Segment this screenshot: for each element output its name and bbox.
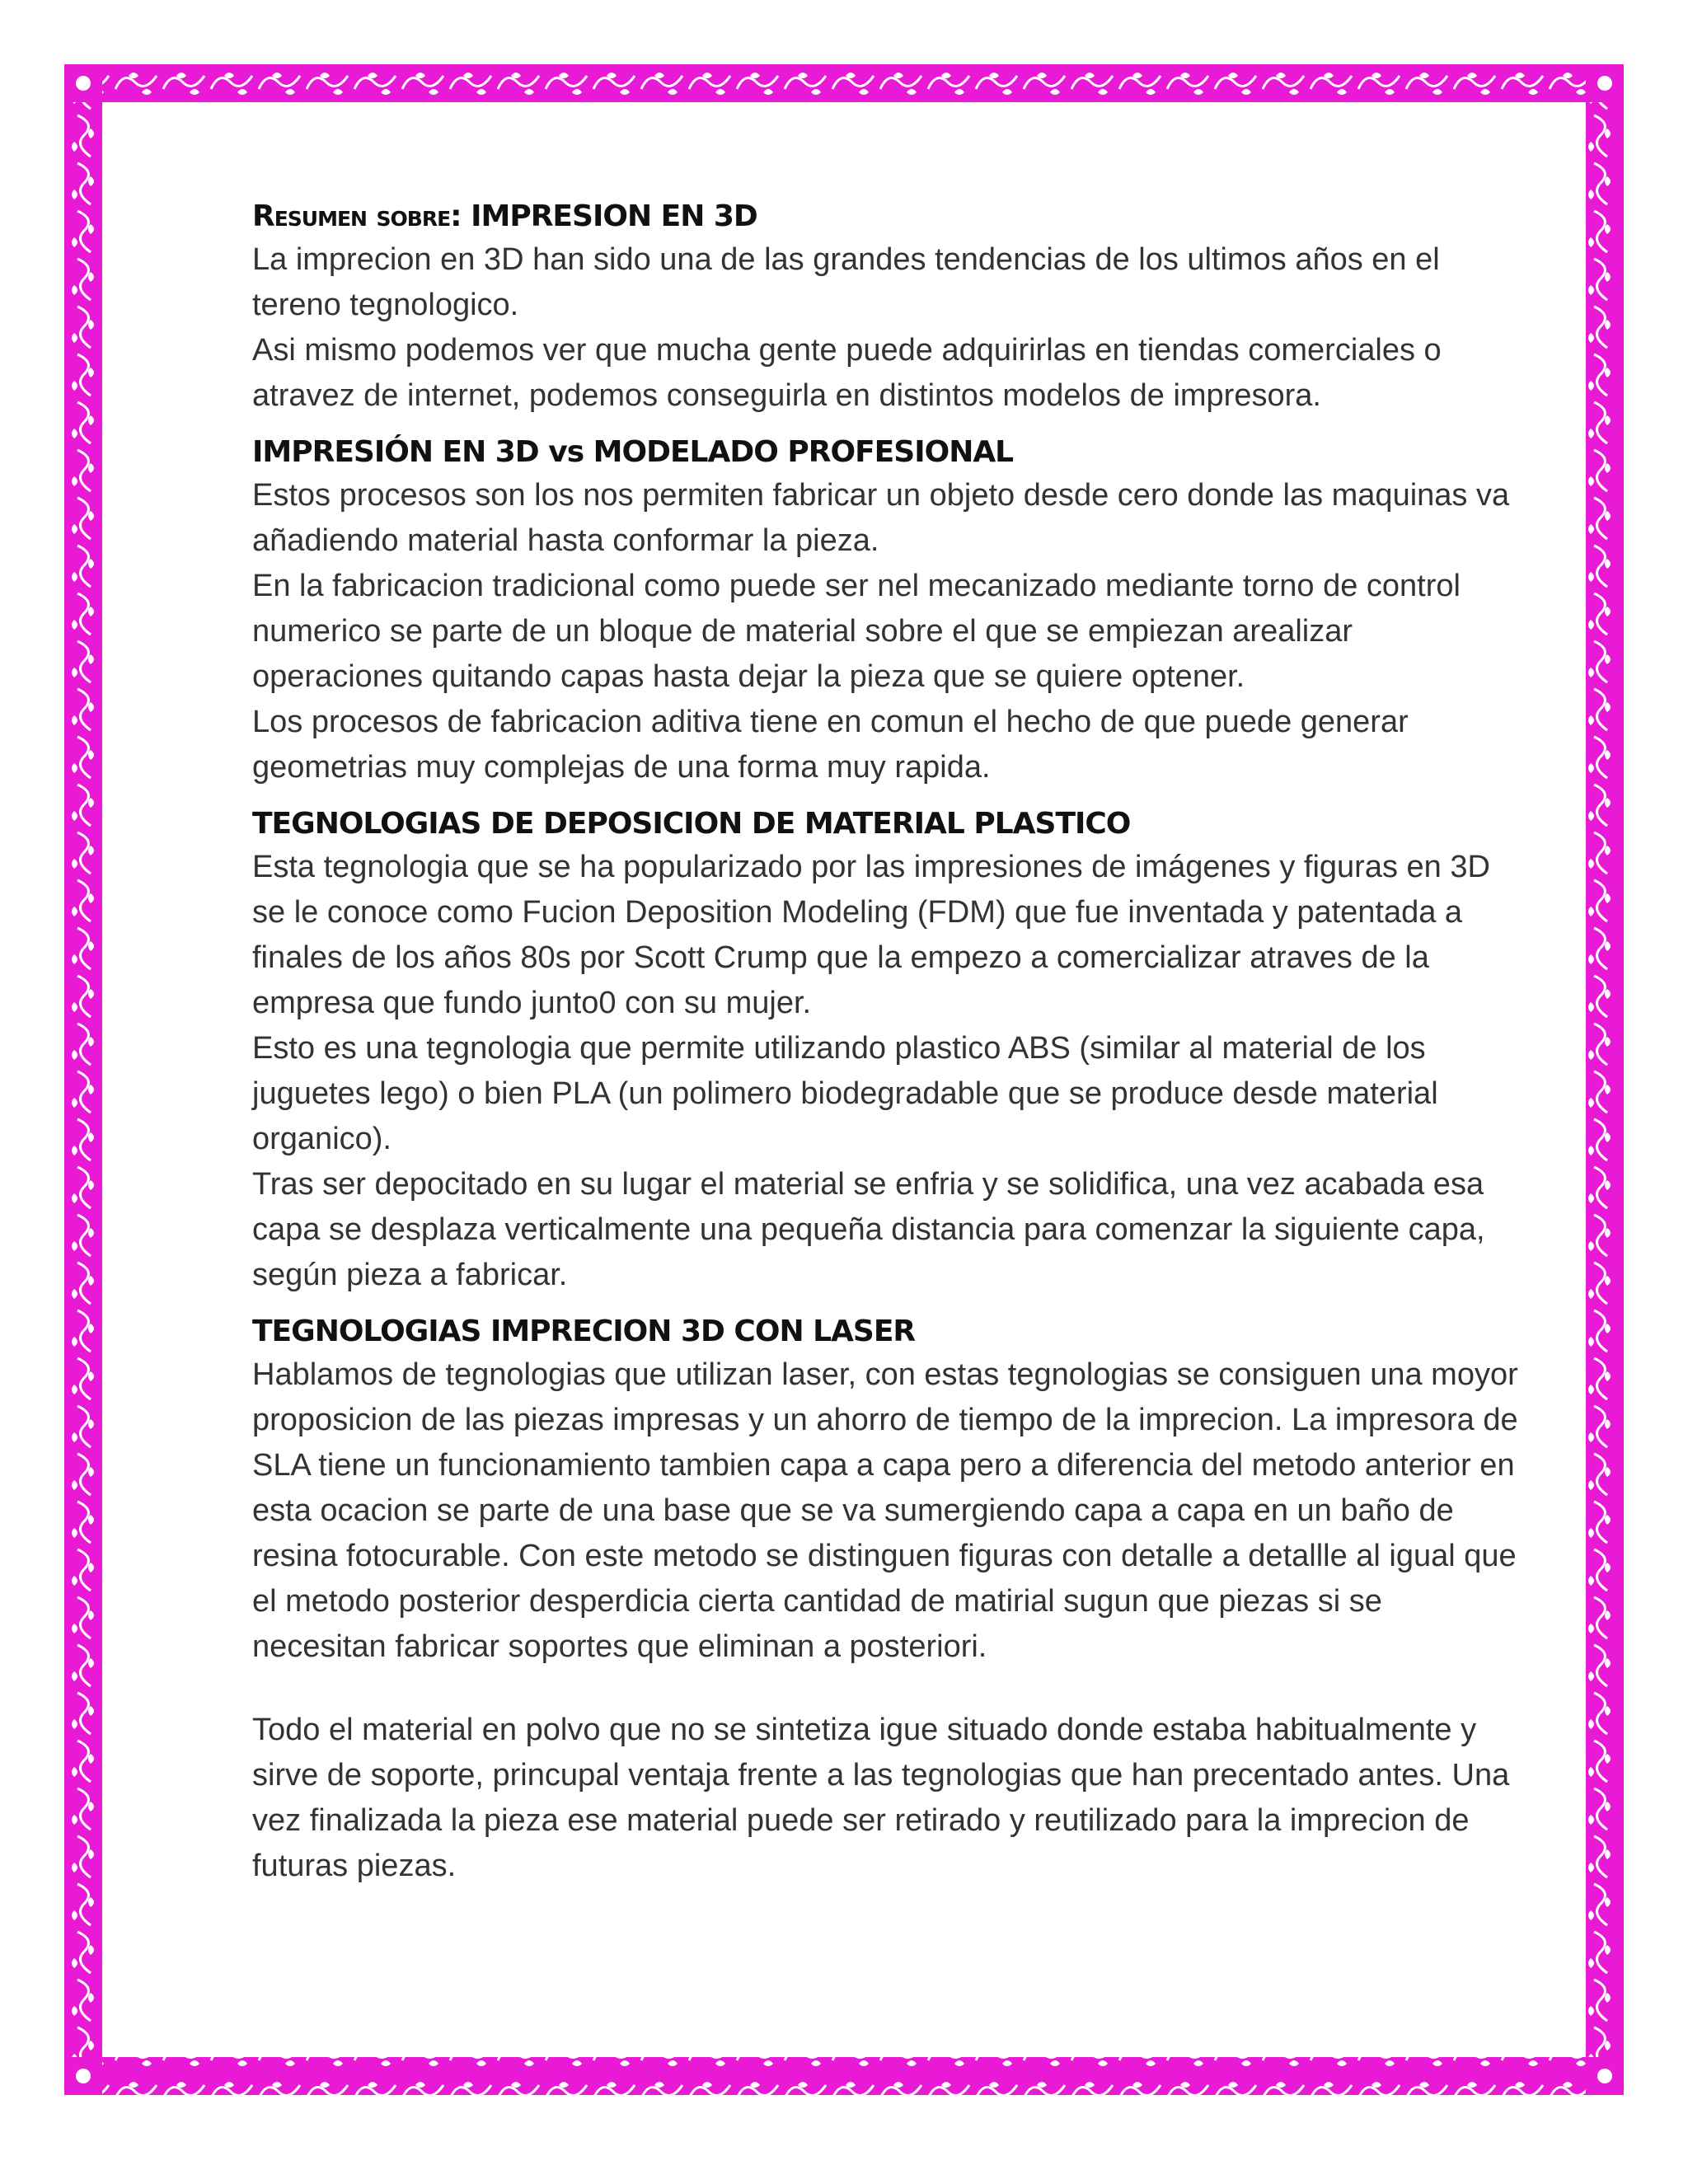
section-resumen [252,196,1522,419]
paragraph: La imprecion en 3D han sido una de las grandes tendencias de los ultimos años en el tereno tegnologico. [252,242,1440,322]
section-impresion-vs-modelado [252,432,1522,790]
section-heading: TEGNOLOGIAS DE DEPOSICION DE MATERIAL PLASTICO [252,807,1131,841]
paragraph: Estos procesos son los nos permiten fabricar un objeto desde cero donde las maquinas va añadiendo material hasta conformar la pieza. [252,478,1510,558]
closing-paragraph: Todo el material en polvo que no se sintetiza igue situado donde estaba habitualmente y sirve de soporte, princupal ventaja frente a las tegnologias que han precentado antes. Una vez finalizada la pieza ese material puede ser retirado y reutilizado para la imprecion de futuras piezas. [252,1713,1510,1883]
paragraph: Esta tegnologia que se ha popularizado por las impresiones de imágenes y figuras en 3D se le conoce como Fucion Deposition Modeling (FDM) que fue inventada y patentada a finales de los años 80s por Scott Crump que la empezo a comercializar atraves de la empresa que fundo junto0 con su mujer. [252,850,1490,1020]
paragraph: Los procesos de fabricacion aditiva tiene en comun el hecho de que puede generar geometrias muy complejas de una forma muy rapida. [252,705,1409,785]
section-heading: IMPRESIÓN EN 3D vs MODELADO PROFESIONAL [252,435,1014,469]
heading-prefix: Resumen sobre: [252,199,462,233]
section-heading [252,196,1522,237]
heading-title: IMPRESION EN 3D [471,199,757,233]
paragraph: En la fabricacion tradicional como puede ser nel mecanizado mediante torno de control numerico se parte de un bloque de material sobre el que se empiezan arealizar operaciones quitando capas hasta dejar la pieza que se quiere optener. [252,569,1461,694]
section-heading: TEGNOLOGIAS IMPRECION 3D CON LASER [252,1315,916,1348]
section-deposicion-plastico [252,804,1522,1298]
paragraph: Hablamos de tegnologias que utilizan laser, con estas tegnologias se consiguen una moyor proposicion de las piezas impresas y un ahorro de tiempo de la imprecion. La impresora de SLA tiene un funcionamiento tambien capa a capa pero a diferencia del metodo anterior en esta ocacion se parte de una base que se va sumergiendo capa a capa en un baño de resina fotocurable. Con este metodo se distinguen figuras con detalle a detallle al igual que el metodo posterior desperdicia cierta cantidad de matirial sugun que piezas si se necesitan fabricar soportes que eliminan a posteriori. [252,1357,1518,1664]
paragraph: Esto es una tegnologia que permite utilizando plastico ABS (similar al material de los juguetes lego) o bien PLA (un polimero biodegradable que se produce desde material organico). [252,1031,1438,1156]
paragraph: Tras ser depocitado en su lugar el material se enfria y se solidifica, una vez acabada esa capa se desplaza verticalmente una pequeña distancia para comenzar la siguiente capa, según pieza a fabricar. [252,1167,1485,1292]
document-body [252,196,1522,1889]
section-laser [252,1311,1522,1670]
paragraph: Asi mismo podemos ver que mucha gente puede adquirirlas en tiendas comerciales o atravez de internet, podemos conseguirla en distintos modelos de impresora. [252,333,1442,413]
